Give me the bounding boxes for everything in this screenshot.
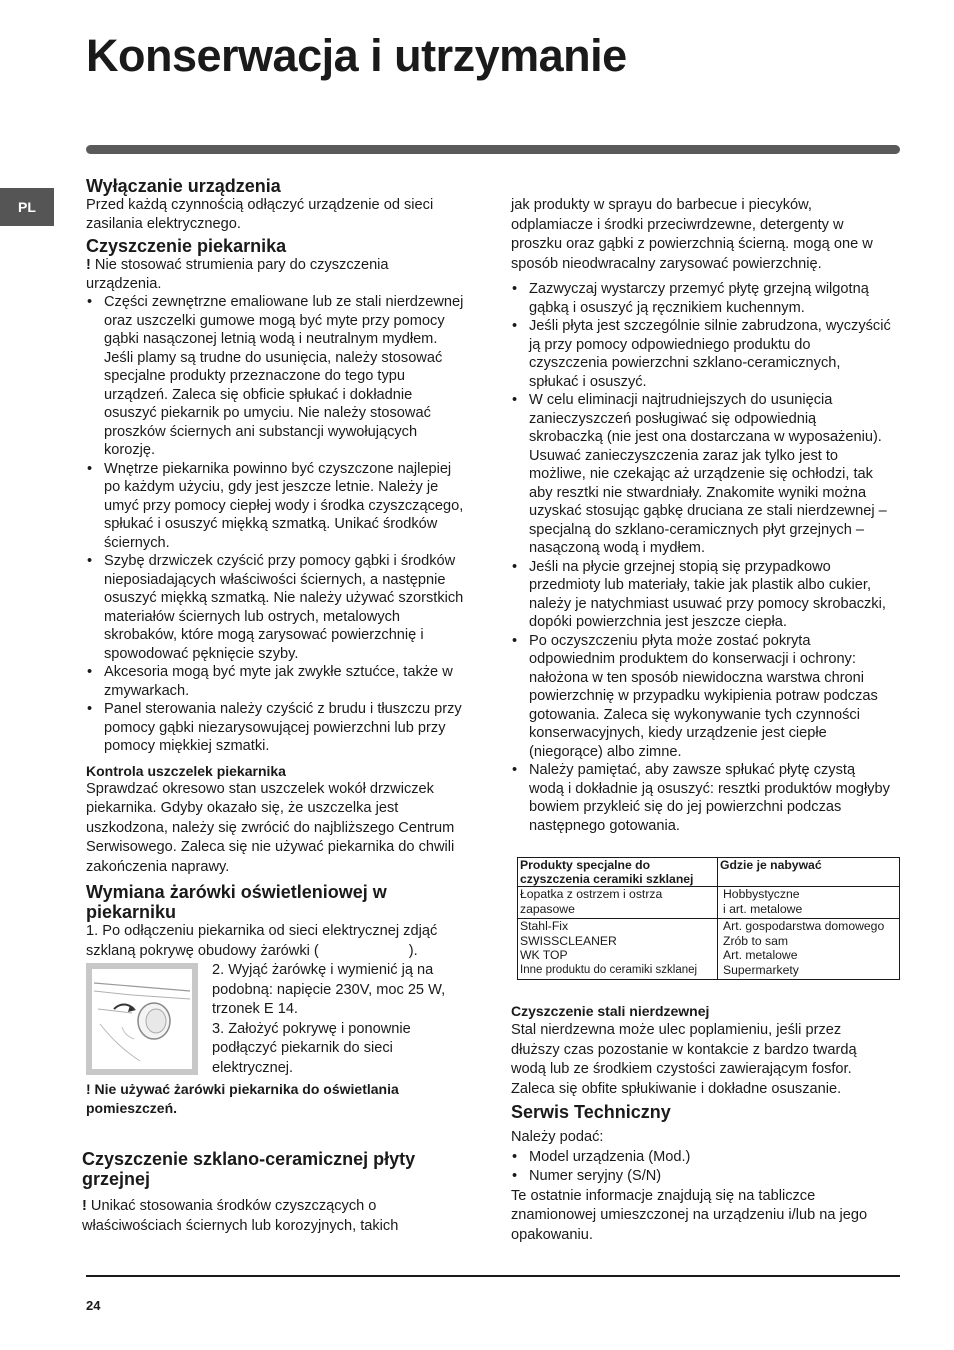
section-text-steel-cleaning: Stal nierdzewna może ulec poplamieniu, jeśli przez dłuższy czas pozostanie w kontakcie z bardzo twardą wodą lub ze środkiem czystości zawierającym fosfor. Zaleca się obfite spłukiwanie i dokładne osuszanie. (511, 1022, 857, 1097)
cell-line: zapasowe (520, 901, 575, 916)
bulb-step-1-text: 1. Po odłączeniu piekarnika od sieci elektrycznej zdjąć szklaną pokrywę obudowy żarówki ( (86, 923, 438, 959)
cleaning-products-table (517, 857, 900, 980)
footer-divider (86, 1275, 900, 1277)
cell-line: Łopatka z ostrzem i ostrza (520, 887, 663, 901)
list-item: • Numer seryjny (S/N) (511, 1167, 891, 1187)
cell-line: Supermarkety (723, 962, 799, 977)
warning-mark: ! (82, 1198, 87, 1214)
section-heading-disconnect: Wyłączanie urządzenia (86, 176, 281, 196)
bulb-steps-block (86, 961, 466, 1083)
cell-line: Inne produktu do ceramiki szklanej (520, 963, 698, 976)
page-title: Konserwacja i utrzymanie (86, 30, 627, 81)
table-row (518, 919, 900, 980)
section-heading-steel-cleaning: Czyszczenie stali nierdzewnej (511, 1003, 710, 1019)
oven-lamp-figure (86, 963, 198, 1075)
section-heading-service: Serwis Techniczny (511, 1102, 671, 1122)
list-item: • W celu eliminacji najtrudniejszych do usunięcia zanieczyszczeń posługiwać się odpowiednią skrobaczką (nie jest ona dostarczana w wyposażeniu). Usuwać zanieczyszczenia zaraz jak tylko jest to możliwe, nie czekając aż urządzenie się ochłodzi, tak aby resztki nie stwardniały. Znakomite wyniki można uzyskać stosując gąbkę druciana ze stali nierdzewnej – specjalną do szklano-ceramicznych płyt grzejnych – nasączoną wodą i mydłem. (511, 391, 891, 558)
oven-lamp-cover-icon (92, 969, 192, 1069)
list-item: • Panel sterowania należy czyścić z brudu i tłuszczu przy pomocy gąbki niezarysowującej powierzchni lub przy pomocy miękkiej szmatki. (86, 700, 466, 756)
table-header-products: Produkty specjalne do czyszczenia ceramiki szklanej (518, 858, 718, 887)
section-heading-oven-cleaning: Czyszczenie piekarnika (86, 236, 287, 256)
warning-text: Nie stosować strumienia pary do czyszczenia urządzenia. (86, 257, 389, 292)
cell-line: Hobbystyczne (723, 887, 800, 901)
title-divider (86, 145, 900, 154)
cell-line: SWISSCLEANER (520, 933, 617, 948)
list-item: • Po oczyszczeniu płyta może zostać pokryta odpowiednim produktem do konserwacji i ochrony: nałożona w ten sposób niewidoczna warstwa chroni powierzchnię w przypadku wykipienia potraw podczas gotowania. Zaleca się wykonywanie tych czynności konserwacyjnych, kiedy urządzenie jest ciepłe (niegorące) albo zimne. (511, 632, 891, 762)
oven-cleaning-warning (86, 256, 466, 293)
ceramic-hob-list (511, 280, 891, 835)
list-item: • Należy pamiętać, aby zawsze spłukać płytę czystą wodą i dokładnie ją osuszyć: resztki produktów mogłyby bowiem przykleić się do jej powierzchni podczas następnego gotowania. (511, 761, 891, 835)
bulb-step-1-end: ). (408, 942, 418, 959)
cell-line: WK TOP (520, 948, 568, 962)
list-item: • Wnętrze piekarnika powinno być czyszczone najlepiej po każdym użyciu, gdy jest jeszcze letnie. Należy je umyć przy pomocy ciepłej wody i środka czyszczącego, spłukać i osuszyć miękką szmatką. Unikać środków ściernych. (86, 460, 466, 553)
bulb-step-2: 2. Wyjąć żarówkę i wymienić ją na podobną: napięcie 230V, moc 25 W, trzonek E 14. (212, 962, 446, 1017)
page-number: 24 (86, 1298, 101, 1313)
bulb-steps-text (212, 961, 466, 1078)
cell-line: Stahl-Fix (520, 919, 569, 933)
table-cell (518, 919, 718, 980)
language-tab: PL (0, 188, 54, 226)
table-cell (718, 919, 900, 980)
ceramic-hob-warning (82, 1196, 466, 1236)
service-list (511, 1148, 891, 1187)
service-text: Te ostatnie informacje znajdują się na tabliczce znamionowej umieszczonej na urządzeniu i/lub na jego opakowaniu. (511, 1187, 868, 1243)
section-heading-bulb-replacement: Wymiana żarówki oświetleniowej w piekarniku (86, 882, 387, 922)
table-cell (518, 887, 718, 919)
table-header-row (518, 858, 900, 887)
list-item: • Części zewnętrzne emaliowane lub ze stali nierdzewnej oraz uszczelki gumowe mogą być myte przy pomocy gąbki nasączonej letnią wodą i neutralnym mydłem. Jeśli plamy są trudne do usunięcia, należy stosować specjalne produkty przeznaczone do tego typu urządzeń. Zaleca się obficie spłukać i dokładnie osuszyć piekarnik po umyciu. Nie należy stosować proszków ściernych ani substancji wywołujących korozję. (86, 293, 466, 460)
section-heading-ceramic-hob: Czyszczenie szklano-ceramicznej płyty grzejnej (82, 1149, 416, 1189)
right-column (511, 196, 891, 1245)
table-cell (718, 887, 900, 919)
cell-line: i art. metalowe (723, 901, 803, 916)
cell-line: Art. metalowe (723, 948, 798, 962)
list-item: • Jeśli na płycie grzejnej stopią się przypadkowo przedmioty lub materiały, takie jak plastik albo cukier, należy je natychmiast usuwać przy pomocy skrobaczki, dopóki powierzchnia jest jeszcze ciepła. (511, 558, 891, 632)
list-item: • Model urządzenia (Mod.) (511, 1148, 891, 1168)
list-item: • Zazwyczaj wystarczy przemyć płytę grzejną wilgotną gąbką i osuszyć ją ręcznikiem kuchennym. (511, 280, 891, 317)
list-item: • Jeśli płyta jest szczególnie silnie zabrudzona, wyczyścić ją przy pomocy odpowiedniego produktu do czyszczenia powierzchni szklano-ceramicznych, spłukać i osuszyć. (511, 317, 891, 391)
bulb-step-3: 3. Założyć pokrywę i ponownie podłączyć piekarnik do sieci elektrycznej. (212, 1020, 411, 1076)
ceramic-hob-intro: jak produkty w sprayu do barbecue i piecyków, odplamiacze i środki przeciwrdzewne, detergenty w proszku oraz gąbki z powierzchnią ścierną. mogą one w sposób nieodwracalny zarysować powierzchnię. (511, 197, 873, 272)
table-row (518, 887, 900, 919)
table-header-where: Gdzie je nabywać (718, 858, 900, 887)
section-heading-gasket-check: Kontrola uszczelek piekarnika (86, 762, 286, 779)
warning-text: Unikać stosowania środków czyszczących o właściwościach ściernych lub korozyjnych, takich (82, 1198, 399, 1234)
cell-line: Zrób to sam (723, 933, 789, 948)
service-intro: Należy podać: (511, 1129, 604, 1145)
oven-cleaning-list (86, 293, 466, 756)
list-item: • Szybę drzwiczek czyścić przy pomocy gąbki i środków nieposiadających właściwości ściernych, a następnie osuszyć miękką szmatką. Nie należy używać szorstkich materiałów ściernych lub ostrych, metalowych skrobaków, które mogą zarysować powierzchnię i spowodować pęknięcie szyby. (86, 552, 466, 663)
bulb-step-1 (86, 922, 466, 961)
section-text-disconnect: Przed każdą czynnością odłączyć urządzenie od sieci zasilania elektrycznego. (86, 197, 434, 232)
bulb-warning: ! Nie używać żarówki piekarnika do oświetlania pomieszczeń. (86, 1081, 399, 1116)
left-column (82, 176, 466, 1236)
section-text-gasket-check: Sprawdzać okresowo stan uszczelek wokół drzwiczek piekarnika. Gdyby okazało się, że uszczelka jest uszkodzona, należy się zwrócić do najbliższego Centrum Serwisowego. Zaleca się nie używać piekarnika do chwili zakończenia naprawy. (86, 780, 455, 875)
warning-mark: ! (86, 257, 91, 273)
list-item: • Akcesoria mogą być myte jak zwykłe sztućce, także w zmywarkach. (86, 663, 466, 700)
cell-line: Art. gospodarstwa domowego (723, 919, 885, 933)
